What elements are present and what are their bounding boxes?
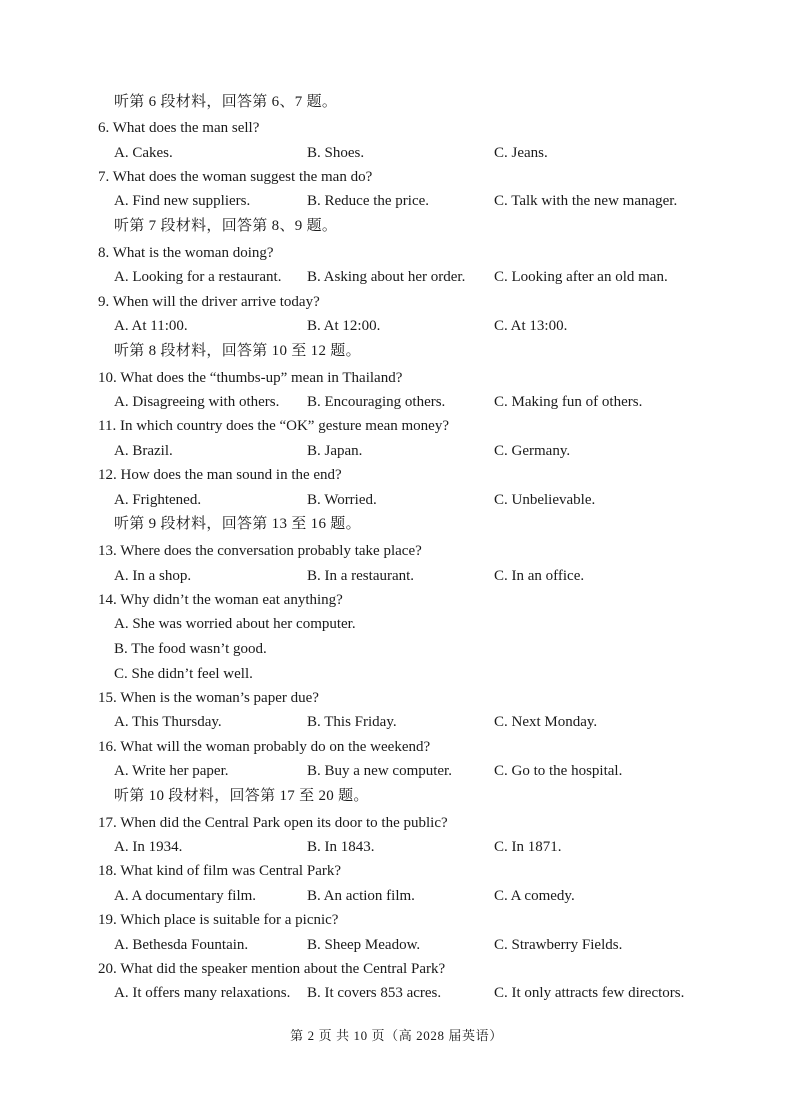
question-6-option-c[interactable]: C. Jeans. — [494, 145, 548, 161]
question-14-option-b[interactable]: B. The food wasn’t good. — [114, 641, 267, 657]
question-14-stem: 14. Why didn’t the woman eat anything? — [98, 592, 343, 608]
question-12-options — [0, 489, 793, 511]
question-8-options — [0, 266, 793, 288]
question-8-option-b[interactable]: B. Asking about her order. — [307, 269, 466, 285]
question-6-stem: 6. What does the man sell? — [98, 120, 260, 136]
question-10-option-c[interactable]: C. Making fun of others. — [494, 394, 643, 410]
question-16-option-c[interactable]: C. Go to the hospital. — [494, 763, 623, 779]
question-9-options — [0, 315, 793, 337]
question-10-option-a[interactable]: A. Disagreeing with others. — [114, 394, 280, 410]
question-13-option-b[interactable]: B. In a restaurant. — [307, 568, 415, 584]
section-instruction-9: 听第 9 段材料，回答第 13 至 16 题。 — [114, 516, 361, 532]
question-18-option-a[interactable]: A. A documentary film. — [114, 888, 257, 904]
section-instruction-10: 听第 10 段材料，回答第 17 至 20 题。 — [114, 788, 369, 804]
question-11-options — [0, 440, 793, 462]
question-7-option-c[interactable]: C. Talk with the new manager. — [494, 193, 678, 209]
question-15-options — [0, 711, 793, 733]
question-19-option-a[interactable]: A. Bethesda Fountain. — [114, 937, 249, 953]
section-instruction-7: 听第 7 段材料，回答第 8、9 题。 — [114, 218, 338, 234]
question-18-option-b[interactable]: B. An action film. — [307, 888, 415, 904]
question-16-options — [0, 760, 793, 782]
question-13-options — [0, 565, 793, 587]
question-9-option-c[interactable]: C. At 13:00. — [494, 318, 568, 334]
question-13-stem: 13. Where does the conversation probably take place? — [98, 543, 422, 559]
page-footer: 第 2 页 共 10 页（高 2028 届英语） — [290, 1028, 503, 1043]
question-14-option-c[interactable]: C. She didn’t feel well. — [114, 666, 253, 682]
question-7-option-a[interactable]: A. Find new suppliers. — [114, 193, 251, 209]
question-16-stem: 16. What will the woman probably do on the weekend? — [98, 739, 431, 755]
question-14-option-c-row — [0, 663, 793, 685]
question-19-option-c[interactable]: C. Strawberry Fields. — [494, 937, 623, 953]
question-14-option-b-row — [0, 638, 793, 660]
question-7-stem: 7. What does the woman suggest the man do? — [98, 169, 373, 185]
question-11-stem: 11. In which country does the “OK” gesture mean money? — [98, 418, 449, 434]
question-12-stem: 12. How does the man sound in the end? — [98, 467, 342, 483]
question-17-option-c[interactable]: C. In 1871. — [494, 839, 562, 855]
question-9-option-a[interactable]: A. At 11:00. — [114, 318, 188, 334]
question-14-option-a[interactable]: A. She was worried about her computer. — [114, 616, 356, 632]
question-18-options — [0, 885, 793, 907]
question-12-option-b[interactable]: B. Worried. — [307, 492, 377, 508]
question-20-option-c[interactable]: C. It only attracts few directors. — [494, 985, 685, 1001]
question-8-option-a[interactable]: A. Looking for a restaurant. — [114, 269, 282, 285]
question-20-option-a[interactable]: A. It offers many relaxations. — [114, 985, 291, 1001]
question-16-option-b[interactable]: B. Buy a new computer. — [307, 763, 452, 779]
question-8-stem: 8. What is the woman doing? — [98, 245, 274, 261]
question-12-option-a[interactable]: A. Frightened. — [114, 492, 202, 508]
question-10-stem: 10. What does the “thumbs-up” mean in Thailand? — [98, 370, 403, 386]
question-16-option-a[interactable]: A. Write her paper. — [114, 763, 229, 779]
question-17-options — [0, 836, 793, 858]
question-10-options — [0, 391, 793, 413]
question-20-options — [0, 982, 793, 1004]
section-instruction-6: 听第 6 段材料，回答第 6、7 题。 — [114, 94, 338, 110]
question-19-options — [0, 934, 793, 956]
question-6-option-a[interactable]: A. Cakes. — [114, 145, 173, 161]
question-17-stem: 17. When did the Central Park open its door to the public? — [98, 815, 448, 831]
question-6-option-b[interactable]: B. Shoes. — [307, 145, 365, 161]
question-19-option-b[interactable]: B. Sheep Meadow. — [307, 937, 421, 953]
question-19-stem: 19. Which place is suitable for a picnic? — [98, 912, 339, 928]
question-10-option-b[interactable]: B. Encouraging others. — [307, 394, 446, 410]
question-15-option-b[interactable]: B. This Friday. — [307, 714, 397, 730]
question-15-option-c[interactable]: C. Next Monday. — [494, 714, 598, 730]
question-13-option-a[interactable]: A. In a shop. — [114, 568, 192, 584]
section-instruction-8: 听第 8 段材料，回答第 10 至 12 题。 — [114, 343, 361, 359]
question-7-option-b[interactable]: B. Reduce the price. — [307, 193, 430, 209]
question-11-option-a[interactable]: A. Brazil. — [114, 443, 173, 459]
question-14-option-a-row — [0, 613, 793, 635]
question-7-options — [0, 190, 793, 212]
question-20-stem: 20. What did the speaker mention about the Central Park? — [98, 961, 446, 977]
question-15-stem: 15. When is the woman’s paper due? — [98, 690, 319, 706]
question-11-option-b[interactable]: B. Japan. — [307, 443, 363, 459]
question-18-stem: 18. What kind of film was Central Park? — [98, 863, 342, 879]
question-18-option-c[interactable]: C. A comedy. — [494, 888, 575, 904]
question-15-option-a[interactable]: A. This Thursday. — [114, 714, 222, 730]
question-8-option-c[interactable]: C. Looking after an old man. — [494, 269, 668, 285]
question-9-option-b[interactable]: B. At 12:00. — [307, 318, 381, 334]
question-17-option-b[interactable]: B. In 1843. — [307, 839, 375, 855]
question-6-options — [0, 142, 793, 164]
question-12-option-c[interactable]: C. Unbelievable. — [494, 492, 596, 508]
question-9-stem: 9. When will the driver arrive today? — [98, 294, 320, 310]
question-11-option-c[interactable]: C. Germany. — [494, 443, 571, 459]
question-13-option-c[interactable]: C. In an office. — [494, 568, 585, 584]
question-17-option-a[interactable]: A. In 1934. — [114, 839, 183, 855]
question-20-option-b[interactable]: B. It covers 853 acres. — [307, 985, 442, 1001]
